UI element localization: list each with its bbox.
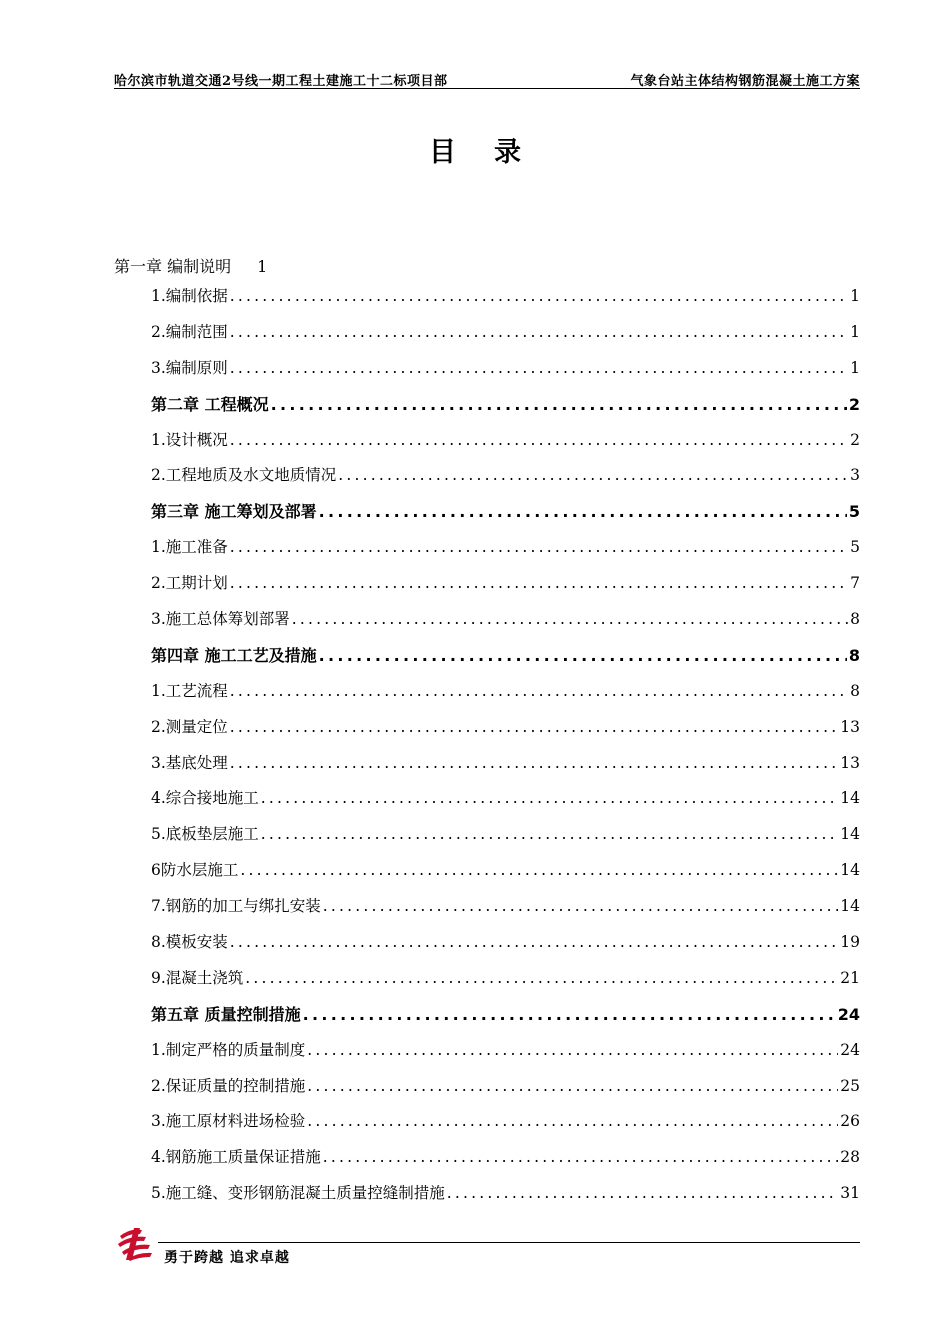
footer-slogan: 勇于跨越 追求卓越 bbox=[164, 1250, 290, 1266]
toc-entry-page: 1 bbox=[850, 322, 860, 341]
toc-entry-page: 14 bbox=[840, 825, 860, 844]
page-header bbox=[114, 68, 860, 89]
toc-entry-label: 2.保证质量的控制措施 bbox=[151, 1076, 306, 1095]
toc-entry-label: 1.编制依据 bbox=[151, 287, 228, 305]
toc-entry-page: 26 bbox=[840, 1112, 860, 1131]
toc-entry-label: 4.钢筋施工质量保证措施 bbox=[151, 1148, 321, 1167]
toc-dot-leader bbox=[230, 925, 838, 961]
toc-entry-page: 28 bbox=[840, 1148, 860, 1167]
toc-entry-page: 14 bbox=[840, 861, 860, 880]
toc-entry-page: 24 bbox=[840, 1040, 860, 1059]
toc-section-entry[interactable] bbox=[114, 817, 860, 853]
toc-entry-label: 5.底板垫层施工 bbox=[151, 825, 259, 844]
toc-entry-page: 8 bbox=[850, 681, 860, 700]
toc-section-entry[interactable] bbox=[114, 1176, 860, 1212]
toc-entry-label: 3.施工总体筹划部署 bbox=[151, 610, 290, 629]
toc-dot-leader bbox=[323, 1140, 838, 1176]
toc-entry-label: 6防水层施工 bbox=[151, 861, 239, 880]
toc-dot-leader bbox=[230, 566, 848, 602]
toc-entry-label: 2.测量定位 bbox=[151, 717, 228, 736]
toc-dot-leader bbox=[230, 746, 838, 782]
toc-entry-page: 2 bbox=[850, 430, 860, 449]
toc-dot-leader bbox=[271, 387, 847, 423]
toc-entry-page: 14 bbox=[840, 789, 860, 808]
toc-entry-page: 5 bbox=[850, 538, 860, 557]
toc-dot-leader bbox=[230, 315, 848, 351]
toc-entry-label: 第三章 施工筹划及部署 bbox=[151, 502, 317, 522]
toc-dot-leader bbox=[230, 530, 848, 566]
toc-entry-page: 21 bbox=[840, 968, 860, 987]
toc-section-entry[interactable] bbox=[114, 1033, 860, 1069]
toc-entry-chapter-1[interactable] bbox=[114, 255, 860, 279]
toc-dot-leader bbox=[319, 494, 847, 530]
toc-entry-label: 9.混凝土浇筑 bbox=[151, 968, 244, 987]
toc-entry-page: 1 bbox=[257, 257, 268, 276]
toc-section-entry[interactable] bbox=[114, 889, 860, 925]
toc-entry-page: 1 bbox=[850, 358, 860, 377]
toc-entry-label: 2.工期计划 bbox=[151, 574, 228, 593]
toc-entry-page: 3 bbox=[850, 466, 860, 485]
toc-dot-leader bbox=[447, 1176, 838, 1212]
toc-entry-label: 1.制定严格的质量制度 bbox=[151, 1040, 306, 1059]
toc-dot-leader bbox=[307, 1104, 838, 1140]
toc-section-entry[interactable] bbox=[114, 781, 860, 817]
toc-entry-label: 3.施工原材料进场检验 bbox=[151, 1112, 306, 1131]
toc-entry-page: 25 bbox=[840, 1076, 860, 1095]
toc-section-entry[interactable] bbox=[114, 423, 860, 459]
toc-dot-leader bbox=[230, 423, 848, 459]
toc-entry-page: 13 bbox=[840, 753, 860, 772]
toc-dot-leader bbox=[292, 602, 848, 638]
toc-dot-leader bbox=[307, 1033, 838, 1069]
toc-entry-label: 4.综合接地施工 bbox=[151, 789, 259, 808]
toc-dot-leader bbox=[230, 710, 838, 746]
toc-entry-page: 5 bbox=[848, 502, 860, 522]
toc-section-entry[interactable] bbox=[114, 279, 860, 315]
toc-entry-label: 1.设计概况 bbox=[151, 430, 228, 449]
toc-entry-label: 第二章 工程概况 bbox=[151, 394, 269, 414]
toc-section-entry[interactable] bbox=[114, 602, 860, 638]
toc-entry-label: 3.基底处理 bbox=[151, 753, 228, 772]
toc-entry-page: 7 bbox=[850, 574, 860, 593]
toc-section-entry[interactable] bbox=[114, 566, 860, 602]
toc-section-entry[interactable] bbox=[114, 925, 860, 961]
toc-entry-page: 1 bbox=[850, 287, 860, 305]
toc-dot-leader bbox=[230, 674, 848, 710]
toc-entry-page: 2 bbox=[848, 394, 860, 414]
toc-entry-page: 8 bbox=[850, 610, 860, 629]
toc-entry-label: 第五章 质量控制措施 bbox=[151, 1004, 301, 1024]
toc-entry-page: 8 bbox=[848, 645, 860, 665]
toc-entry-label: 1.工艺流程 bbox=[151, 681, 228, 700]
toc-entry-label: 3.编制原则 bbox=[151, 358, 228, 377]
toc-chapter-entry[interactable] bbox=[114, 638, 860, 674]
footer-divider bbox=[158, 1242, 860, 1243]
toc-section-entry[interactable] bbox=[114, 458, 860, 494]
toc-dot-leader bbox=[230, 351, 848, 387]
toc-entry-page: 14 bbox=[840, 897, 860, 916]
toc-entry-page: 13 bbox=[840, 717, 860, 736]
toc-list bbox=[114, 279, 860, 1212]
toc-dot-leader bbox=[323, 889, 838, 925]
table-of-contents bbox=[114, 255, 860, 1212]
toc-dot-leader bbox=[319, 638, 847, 674]
header-project-name: 哈尔滨市轨道交通2号线一期工程土建施工十二标项目部 bbox=[114, 74, 448, 89]
toc-entry-page: 19 bbox=[840, 933, 860, 952]
toc-section-entry[interactable] bbox=[114, 853, 860, 889]
toc-chapter-entry[interactable] bbox=[114, 494, 860, 530]
toc-section-entry[interactable] bbox=[114, 1140, 860, 1176]
toc-entry-label: 2.工程地质及水文地质情况 bbox=[151, 466, 337, 485]
toc-section-entry[interactable] bbox=[114, 351, 860, 387]
toc-entry-page: 31 bbox=[840, 1184, 860, 1203]
toc-chapter-entry[interactable] bbox=[114, 387, 860, 423]
toc-dot-leader bbox=[303, 997, 836, 1033]
toc-section-entry[interactable] bbox=[114, 1069, 860, 1105]
header-document-name: 气象台站主体结构钢筋混凝土施工方案 bbox=[630, 74, 860, 89]
toc-dot-leader bbox=[230, 279, 848, 315]
toc-entry-label: 7.钢筋的加工与绑扎安装 bbox=[151, 897, 321, 916]
toc-entry-page: 24 bbox=[837, 1004, 860, 1024]
toc-section-entry[interactable] bbox=[114, 315, 860, 351]
toc-dot-leader bbox=[245, 961, 838, 997]
toc-section-entry[interactable] bbox=[114, 961, 860, 997]
toc-dot-leader bbox=[240, 853, 838, 889]
page-title: 目录 bbox=[429, 137, 559, 168]
toc-dot-leader bbox=[261, 817, 838, 853]
toc-entry-label: 第四章 施工工艺及措施 bbox=[151, 645, 317, 665]
toc-section-entry[interactable] bbox=[114, 710, 860, 746]
toc-section-entry[interactable] bbox=[114, 674, 860, 710]
toc-dot-leader bbox=[261, 781, 838, 817]
toc-dot-leader bbox=[307, 1069, 838, 1105]
toc-dot-leader bbox=[338, 458, 848, 494]
company-logo-icon bbox=[116, 1226, 156, 1262]
toc-entry-label: 第一章 编制说明 bbox=[114, 257, 232, 276]
toc-section-entry[interactable] bbox=[114, 530, 860, 566]
toc-chapter-entry[interactable] bbox=[114, 997, 860, 1033]
toc-entry-label: 2.编制范围 bbox=[151, 322, 228, 341]
toc-entry-label: 8.模板安装 bbox=[151, 933, 228, 952]
toc-section-entry[interactable] bbox=[114, 746, 860, 782]
toc-entry-label: 1.施工准备 bbox=[151, 538, 228, 557]
toc-entry-label: 5.施工缝、变形钢筋混凝土质量控缝制措施 bbox=[151, 1184, 445, 1203]
toc-section-entry[interactable] bbox=[114, 1104, 860, 1140]
